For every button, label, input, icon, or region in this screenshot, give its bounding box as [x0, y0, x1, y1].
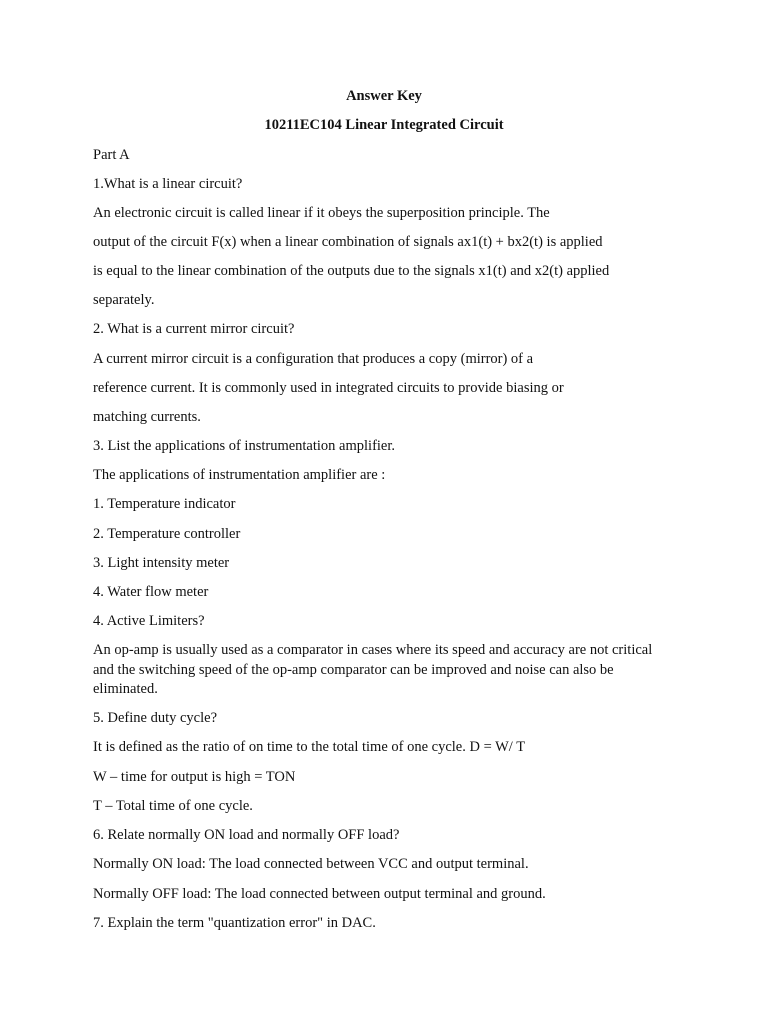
- answer-5-line-3: T – Total time of one cycle.: [93, 798, 253, 814]
- answer-1-line-4: separately.: [93, 292, 155, 308]
- answer-2-line-2: reference current. It is commonly used in integrated circuits to provide biasing or: [93, 380, 564, 396]
- answer-3-intro: The applications of instrumentation amplifier are :: [93, 467, 386, 483]
- list-item: 4. Water flow meter: [93, 584, 209, 600]
- question-1: 1.What is a linear circuit?: [93, 176, 243, 192]
- document-subtitle: 10211EC104 Linear Integrated Circuit: [264, 117, 504, 133]
- answer-4-paragraph: An op-amp is usually used as a comparator in cases where its speed and accuracy are not critical and the switching speed of the op-amp comparator can be improved and noise can also be eliminated.: [93, 642, 653, 697]
- answer-6-line-1: Normally ON load: The load connected between VCC and output terminal.: [93, 856, 529, 872]
- question-7: 7. Explain the term "quantization error" in DAC.: [93, 915, 376, 931]
- question-3: 3. List the applications of instrumentation amplifier.: [93, 438, 396, 454]
- list-item: 1. Temperature indicator: [93, 496, 236, 512]
- question-5: 5. Define duty cycle?: [93, 710, 218, 726]
- document-title: Answer Key: [346, 88, 422, 104]
- part-label: Part A: [93, 147, 130, 163]
- question-6: 6. Relate normally ON load and normally OFF load?: [93, 827, 400, 843]
- answer-2-line-3: matching currents.: [93, 409, 201, 425]
- answer-1-line-3: is equal to the linear combination of the outputs due to the signals x1(t) and x2(t) applied: [93, 263, 610, 279]
- answer-2-line-1: A current mirror circuit is a configuration that produces a copy (mirror) of a: [93, 351, 534, 367]
- answer-5-line-1: It is defined as the ratio of on time to the total time of one cycle. D = W/ T: [93, 739, 526, 755]
- answer-5-line-2: W – time for output is high = TON: [93, 769, 296, 785]
- question-4: 4. Active Limiters?: [93, 613, 205, 629]
- answer-1-line-2: output of the circuit F(x) when a linear combination of signals ax1(t) + bx2(t) is applied: [93, 234, 603, 250]
- list-item: 2. Temperature controller: [93, 526, 241, 542]
- list-item: 3. Light intensity meter: [93, 555, 230, 571]
- question-2: 2. What is a current mirror circuit?: [93, 321, 295, 337]
- answer-1-line-1: An electronic circuit is called linear if it obeys the superposition principle. The: [93, 205, 550, 221]
- answer-6-line-2: Normally OFF load: The load connected between output terminal and ground.: [93, 886, 546, 902]
